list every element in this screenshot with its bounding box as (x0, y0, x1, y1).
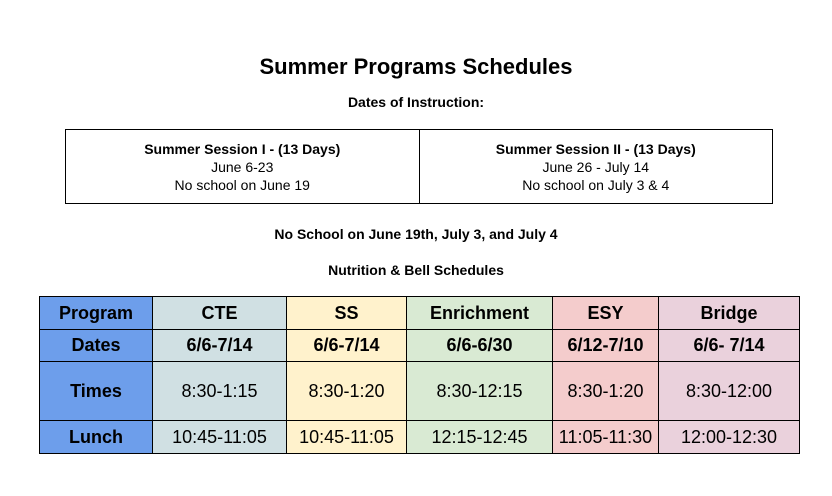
program-cell: ESY (553, 297, 659, 330)
dates-cell: 6/6-7/14 (153, 330, 287, 362)
times-label: Times (40, 362, 153, 421)
lunch-cell: 10:45-11:05 (287, 421, 407, 454)
lunch-cell: 12:15-12:45 (407, 421, 553, 454)
program-label: Program (40, 297, 153, 330)
lunch-cell: 10:45-11:05 (153, 421, 287, 454)
dates-cell: 6/6- 7/14 (659, 330, 800, 362)
no-school-notice: No School on June 19th, July 3, and July 4 (274, 226, 558, 242)
dates-label: Dates (40, 330, 153, 362)
lunch-cell: 11:05-11:30 (553, 421, 659, 454)
nutrition-bell-heading: Nutrition & Bell Schedules (328, 262, 504, 278)
session-2-note: No school on July 3 & 4 (522, 177, 670, 193)
dates-cell: 6/6-6/30 (407, 330, 553, 362)
program-cell: Enrichment (407, 297, 553, 330)
lunch-label: Lunch (40, 421, 153, 454)
times-cell: 8:30-1:15 (153, 362, 287, 421)
session-1 (66, 130, 419, 203)
sessions-box (65, 129, 773, 204)
schedule-table (39, 296, 800, 454)
times-cell: 8:30-12:15 (407, 362, 553, 421)
session-2-heading: Summer Session II - (13 Days) (495, 141, 696, 157)
session-1-heading: Summer Session I - (13 Days) (144, 141, 341, 157)
session-1-note: No school on June 19 (174, 177, 310, 193)
times-cell: 8:30-1:20 (553, 362, 659, 421)
program-row (40, 297, 800, 330)
lunch-row (40, 421, 800, 454)
session-2 (419, 130, 773, 203)
dates-row (40, 330, 800, 362)
dates-cell: 6/6-7/14 (287, 330, 407, 362)
times-row (40, 362, 800, 421)
dates-of-instruction-heading: Dates of Instruction: (347, 94, 485, 110)
session-1-dates: June 6-23 (211, 159, 274, 175)
times-cell: 8:30-1:20 (287, 362, 407, 421)
dates-cell: 6/12-7/10 (553, 330, 659, 362)
session-2-dates: June 26 - July 14 (542, 159, 650, 175)
program-cell: CTE (153, 297, 287, 330)
program-cell: SS (287, 297, 407, 330)
page-title: Summer Programs Schedules (259, 54, 573, 79)
times-cell: 8:30-12:00 (659, 362, 800, 421)
program-cell: Bridge (659, 297, 800, 330)
lunch-cell: 12:00-12:30 (659, 421, 800, 454)
